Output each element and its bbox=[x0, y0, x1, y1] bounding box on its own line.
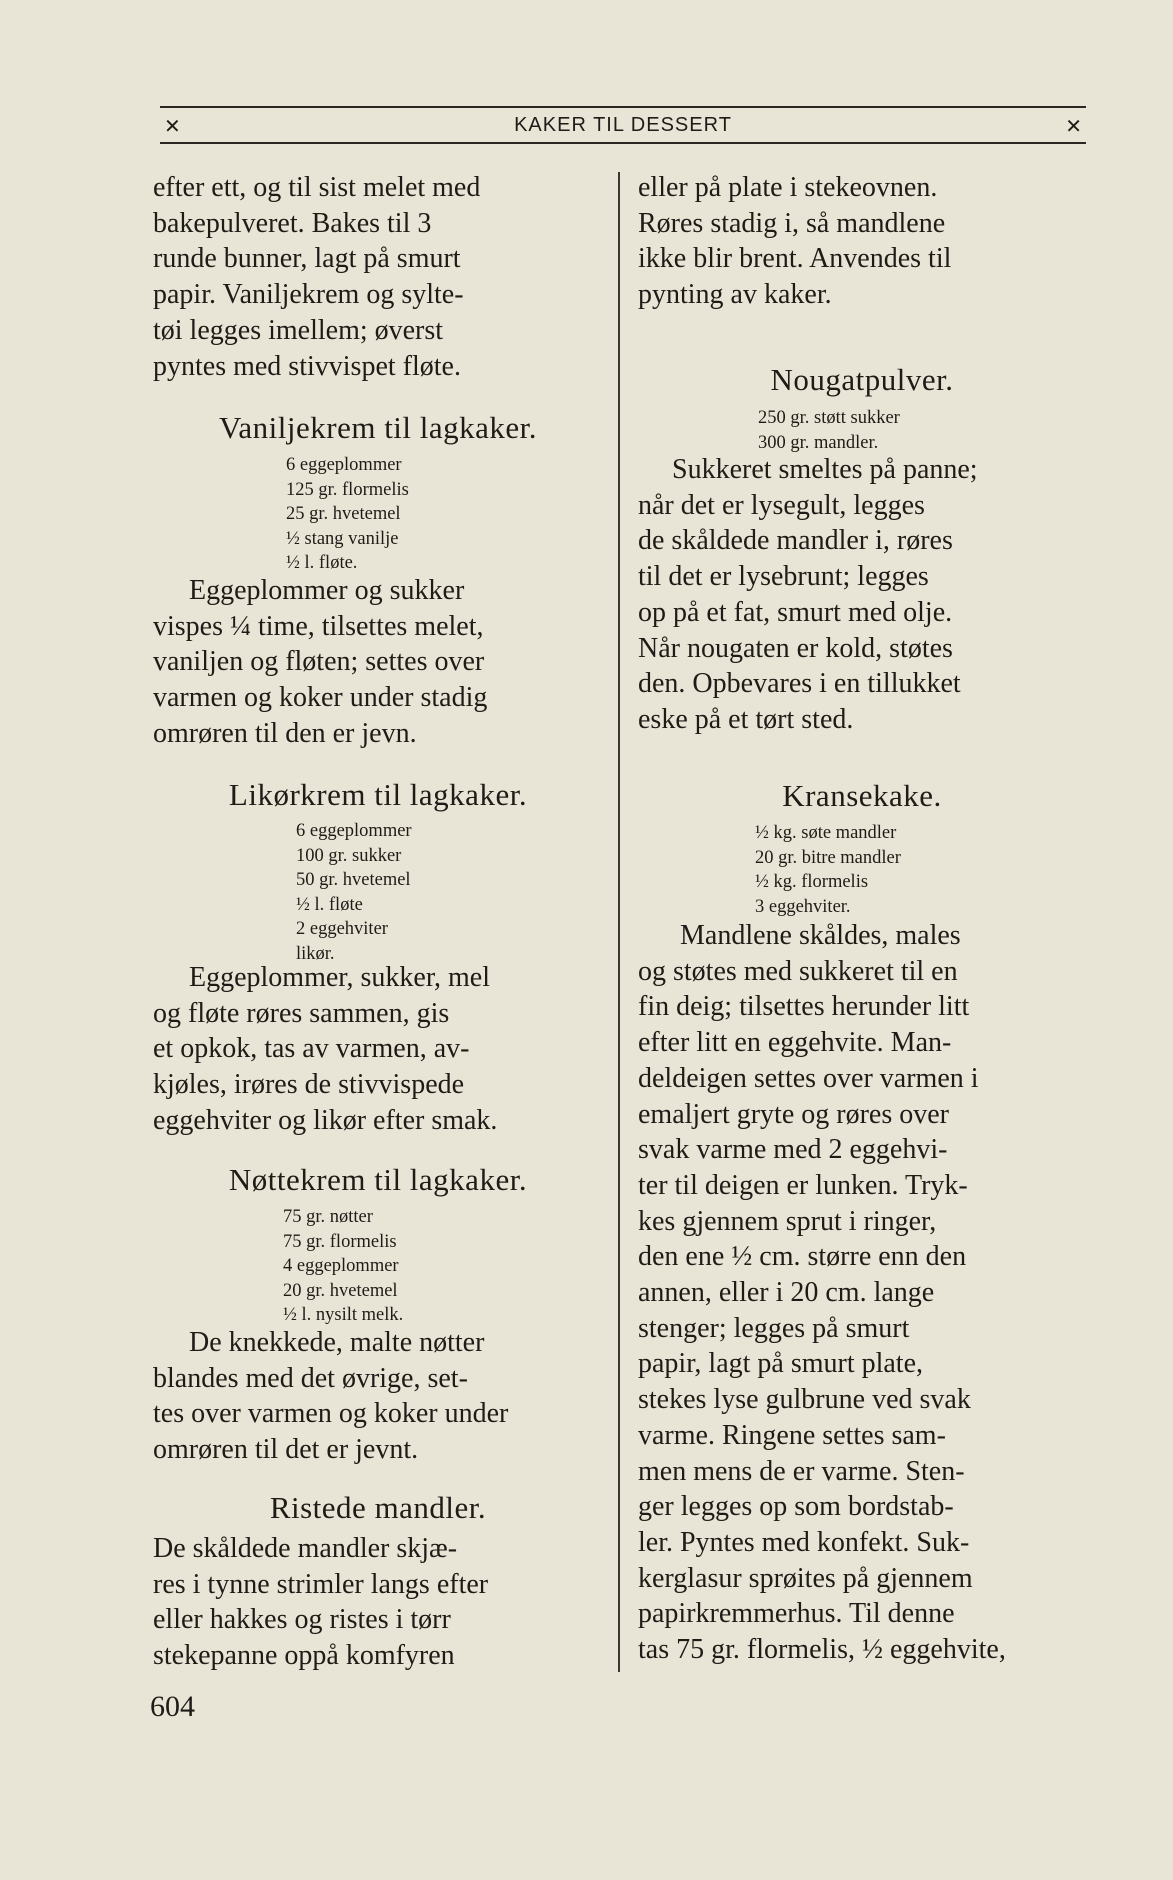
text-line: emaljert gryte og røres over bbox=[638, 1098, 949, 1130]
text-line: når det er lysegult, legges bbox=[638, 489, 925, 521]
text-line: ger legges op som bordstab- bbox=[638, 1491, 954, 1523]
text-line: op på et fat, smurt med olje. bbox=[638, 596, 953, 628]
text-line: den. Opbevares i en tillukket bbox=[638, 668, 961, 700]
ingredient-item: 75 gr. flormelis bbox=[283, 1231, 397, 1252]
text-line: eller hakkes og ristes i tørr bbox=[153, 1604, 451, 1636]
ingredient-item: 3 eggehviter. bbox=[755, 896, 851, 917]
text-line: efter litt en eggehvite. Man- bbox=[638, 1027, 952, 1059]
text-line: og fløte røres sammen, gis bbox=[153, 997, 450, 1029]
recipe-heading-nottekrem: Nøttekrem til lagkaker. bbox=[228, 1162, 528, 1197]
text-line: papirkremmerhus. Til denne bbox=[638, 1598, 955, 1630]
ingredient-item: 250 gr. støtt sukker bbox=[758, 408, 900, 428]
text-line: og støtes med sukkeret til en bbox=[638, 955, 958, 987]
recipe-text-nougatpulver bbox=[638, 452, 1086, 738]
ingredient-item: 50 gr. hvetemel bbox=[296, 870, 411, 890]
ingredient-item: 20 gr. bitre mandler bbox=[755, 847, 901, 868]
text-line: Eggeplommer og sukker bbox=[189, 575, 465, 606]
text-line: vispes ¼ time, tilsettes melet, bbox=[153, 610, 484, 642]
text-line: Mandlene skåldes, males bbox=[680, 920, 961, 951]
text-line: Sukkeret smeltes på panne; bbox=[672, 454, 978, 485]
recipe-heading-vaniljekrem: Vaniljekrem til lagkaker. bbox=[218, 410, 538, 445]
running-header bbox=[160, 110, 1086, 140]
ingredient-list-nottekrem bbox=[283, 1205, 583, 1328]
ingredient-item: ½ l. fløte bbox=[296, 894, 363, 915]
text-line: til det er lysebrunt; legges bbox=[638, 561, 929, 593]
text-line: eggehviter og likør efter smak. bbox=[153, 1104, 498, 1136]
header-ornament-left-icon: ✕ bbox=[164, 114, 181, 138]
header-rule-bottom bbox=[160, 142, 1086, 144]
ingredient-item: 75 gr. nøtter bbox=[283, 1207, 373, 1227]
text-line: Når nougaten er kold, støtes bbox=[638, 632, 953, 664]
recipe-text-vaniljekrem bbox=[153, 573, 603, 752]
text-line: ter til deigen er lunken. Tryk- bbox=[638, 1169, 968, 1201]
ingredient-list-kransekake bbox=[755, 821, 1055, 919]
text-line: kjøles, irøres de stivvispede bbox=[153, 1069, 465, 1101]
text-line: varme. Ringene settes sam- bbox=[638, 1419, 946, 1451]
ingredient-item: 20 gr. hvetemel bbox=[283, 1280, 398, 1301]
ingredient-item: ½ stang vanilje bbox=[286, 528, 399, 549]
text-line: stekes lyse gulbrune ved svak bbox=[638, 1384, 971, 1416]
recipe-heading-kransekake: Kransekake. bbox=[782, 778, 942, 813]
text-line: De skåldede mandler skjæ- bbox=[153, 1533, 458, 1564]
text-line: vaniljen og fløten; settes over bbox=[153, 646, 485, 678]
text-line: kes gjennem sprut i ringer, bbox=[638, 1205, 937, 1237]
text-line: annen, eller i 20 cm. lange bbox=[638, 1277, 935, 1309]
ingredient-item: 6 eggeplommer bbox=[286, 455, 402, 475]
ingredient-item: 25 gr. hvetemel bbox=[286, 504, 401, 524]
ingredient-list-nougatpulver bbox=[758, 406, 1058, 455]
text-line: svak varme med 2 eggehvi- bbox=[638, 1134, 948, 1166]
recipe-text-kransekake bbox=[638, 918, 1086, 1668]
text-line: Eggeplommer, sukker, mel bbox=[189, 962, 491, 993]
text-line: runde bunner, lagt på smurt bbox=[153, 243, 461, 275]
page-number: 604 bbox=[150, 1690, 195, 1723]
ingredient-item: ½ kg. søte mandler bbox=[755, 823, 897, 843]
text-line: fin deig; tilsettes herunder litt bbox=[638, 991, 970, 1023]
text-line: ler. Pyntes med konfekt. Suk- bbox=[638, 1526, 970, 1558]
ingredient-list-likorkrem bbox=[296, 819, 596, 966]
text-line: stekepanne oppå komfyren bbox=[153, 1640, 455, 1672]
text-line: stenger; legges på smurt bbox=[638, 1312, 910, 1344]
text-line: tes over varmen og koker under bbox=[153, 1398, 509, 1430]
ingredient-item: 100 gr. sukker bbox=[296, 845, 402, 866]
text-line: De knekkede, malte nøtter bbox=[189, 1327, 485, 1358]
recipe-heading-likorkrem: Likørkrem til lagkaker. bbox=[228, 777, 528, 812]
ingredient-list-vaniljekrem bbox=[286, 453, 586, 576]
intro-paragraph-left bbox=[153, 170, 603, 384]
text-line: deldeigen settes over varmen i bbox=[638, 1062, 979, 1094]
recipe-text-likorkrem bbox=[153, 960, 603, 1139]
text-line: eske på et tørt sted. bbox=[638, 703, 854, 735]
text-line: blandes med det øvrige, set- bbox=[153, 1362, 468, 1394]
intro-paragraph-right bbox=[638, 170, 1086, 313]
text-line: tas 75 gr. flormelis, ½ eggehvite, bbox=[638, 1634, 1006, 1666]
ingredient-item: ½ kg. flormelis bbox=[755, 872, 869, 892]
text-line: papir, lagt på smurt plate, bbox=[638, 1348, 924, 1380]
text-line: ikke blir brent. Anvendes til bbox=[638, 243, 952, 275]
recipe-text-nottekrem bbox=[153, 1325, 603, 1468]
text-line: papir. Vaniljekrem og sylte- bbox=[153, 279, 464, 311]
text-line: de skåldede mandler i, røres bbox=[638, 525, 953, 557]
recipe-heading-ristede-mandler: Ristede mandler. bbox=[269, 1490, 487, 1525]
text-line: eller på plate i stekeovnen. bbox=[638, 172, 938, 203]
ingredient-item: ½ l. fløte. bbox=[286, 553, 358, 573]
recipe-text-ristede-mandler bbox=[153, 1531, 603, 1674]
text-line: Røres stadig i, så mandlene bbox=[638, 207, 946, 239]
text-line: res i tynne strimler langs efter bbox=[153, 1568, 489, 1600]
text-line: bakepulveret. Bakes til 3 bbox=[153, 207, 432, 239]
ingredient-item: 125 gr. flormelis bbox=[286, 479, 409, 500]
text-line: den ene ½ cm. større enn den bbox=[638, 1241, 967, 1273]
ingredient-item: ½ l. nysilt melk. bbox=[283, 1305, 404, 1325]
running-header-title: KAKER TIL DESSERT bbox=[514, 114, 732, 136]
ingredient-item: 300 gr. mandler. bbox=[758, 432, 879, 453]
column-divider bbox=[618, 172, 620, 1672]
text-line: et opkok, tas av varmen, av- bbox=[153, 1033, 470, 1065]
header-rule-top bbox=[160, 106, 1086, 108]
ingredient-item: 2 eggehviter bbox=[296, 919, 388, 939]
text-line: pyntes med stivvispet fløte. bbox=[153, 350, 461, 382]
text-line: omrøren til den er jevn. bbox=[153, 717, 417, 749]
text-line: kerglasur sprøites på gjennem bbox=[638, 1562, 973, 1594]
text-line: efter ett, og til sist melet med bbox=[153, 172, 481, 203]
text-line: pynting av kaker. bbox=[638, 279, 832, 311]
recipe-heading-nougatpulver: Nougatpulver. bbox=[770, 362, 954, 397]
text-line: men mens de er varme. Sten- bbox=[638, 1455, 965, 1487]
text-line: varmen og koker under stadig bbox=[153, 682, 488, 714]
ingredient-item: 4 eggeplommer bbox=[283, 1256, 399, 1276]
ingredient-item: 6 eggeplommer bbox=[296, 821, 412, 841]
text-line: tøi legges imellem; øverst bbox=[153, 314, 444, 346]
header-ornament-right-icon: ✕ bbox=[1065, 114, 1082, 138]
ingredient-item: likør. bbox=[296, 943, 335, 964]
text-line: omrøren til det er jevnt. bbox=[153, 1434, 419, 1466]
